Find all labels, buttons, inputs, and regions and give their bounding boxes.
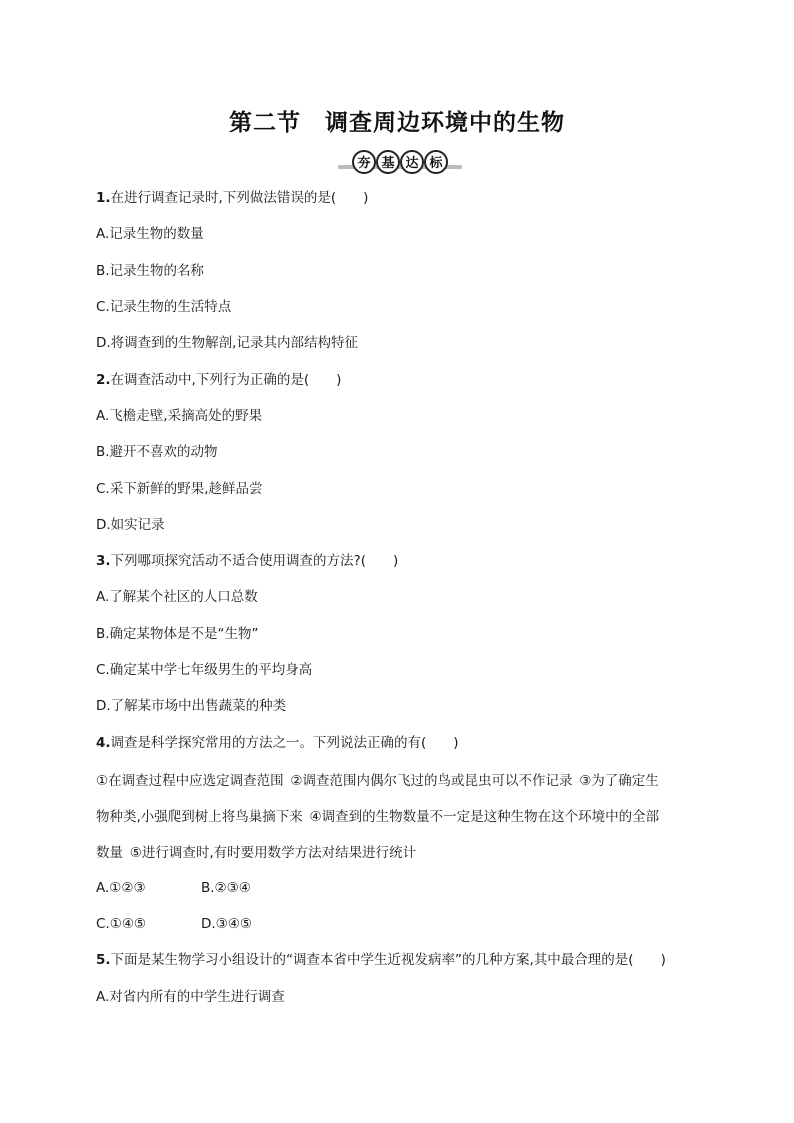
question-number: 3. — [96, 553, 111, 570]
question-5-stem — [96, 942, 706, 978]
question-4-options-row-1 — [96, 870, 706, 906]
question-1-stem — [96, 180, 706, 216]
question-3-option-d: D.了解某市场中出售蔬菜的种类 — [96, 698, 287, 715]
question-number: 5. — [96, 952, 111, 969]
question-text: 下面是某生物学习小组设计的“调查本省中学生近视发病率”的几种方案,其中最合理的是( ) — [110, 952, 666, 969]
page-title: 第二节 调查周边环境中的生物 — [229, 110, 565, 136]
question-number: 4. — [96, 734, 111, 751]
question-2-stem — [96, 361, 706, 397]
section-badge — [338, 149, 462, 175]
question-3-option-c: C.确定某中学七年级男生的平均身高 — [96, 662, 313, 678]
svg-text:标: 标 — [429, 156, 443, 171]
question-2-option-b: B.避开不喜欢的动物 — [96, 444, 218, 461]
question-number: 1. — [96, 190, 111, 207]
question-4-option-c: C.①④⑤ — [96, 916, 147, 933]
question-3-option-a: A.了解某个社区的人口总数 — [96, 589, 258, 606]
question-text: 下列哪项探究活动不适合使用调查的方法?( ) — [110, 553, 399, 570]
question-text: 调查是科学探究常用的方法之一。下列说法正确的有( ) — [110, 734, 459, 751]
badge-char-1 — [353, 151, 375, 173]
question-4-statement-line-2: 物种类,小强爬到树上将鸟巢摘下来 ④调查到的生物数量不一定是这种生物在这个环境中的全部 — [96, 809, 660, 826]
question-number: 2. — [96, 371, 111, 388]
question-1-option-b: B.记录生物的名称 — [96, 262, 205, 279]
question-list — [96, 180, 706, 1015]
question-4-statement-line-1: ①在调查过程中应选定调查范围 ②调查范围内偶尔飞过的鸟或昆虫可以不作记录 ③为了确定生 — [96, 772, 659, 789]
question-5-option-a: A.对省内所有的中学生进行调查 — [96, 988, 285, 1005]
question-2-option-a: A.飞檐走壁,采摘高处的野果 — [96, 407, 263, 424]
question-3-option-b: B.确定某物体是不是“生物” — [96, 625, 259, 642]
badge-char-3 — [401, 151, 423, 173]
question-1-option-d: D.将调查到的生物解剖,记录其内部结构特征 — [96, 335, 358, 352]
question-4-option-a: A.①②③ — [96, 879, 146, 896]
svg-text:达: 达 — [405, 156, 419, 171]
question-1-option-c: C.记录生物的生活特点 — [96, 299, 232, 316]
question-3-stem — [96, 543, 706, 579]
question-4-options-row-2 — [96, 906, 706, 942]
question-4-stem — [96, 724, 706, 760]
question-4-option-b: B.②③④ — [201, 879, 251, 896]
question-4-statement-line-3: 数量 ⑤进行调查时,有时要用数学方法对结果进行统计 — [96, 845, 417, 862]
question-4-option-d: D.③④⑤ — [201, 916, 252, 933]
question-1-option-a: A.记录生物的数量 — [96, 226, 204, 243]
question-2-option-d: D.如实记录 — [96, 516, 165, 533]
question-2-option-c: C.采下新鲜的野果,趁鲜品尝 — [96, 480, 263, 497]
badge-char-4 — [425, 151, 447, 173]
question-text: 在进行调查记录时,下列做法错误的是( ) — [110, 190, 369, 207]
svg-text:夯: 夯 — [357, 156, 371, 171]
svg-text:基: 基 — [381, 156, 395, 171]
question-text: 在调查活动中,下列行为正确的是( ) — [110, 371, 342, 388]
badge-char-2 — [377, 151, 399, 173]
